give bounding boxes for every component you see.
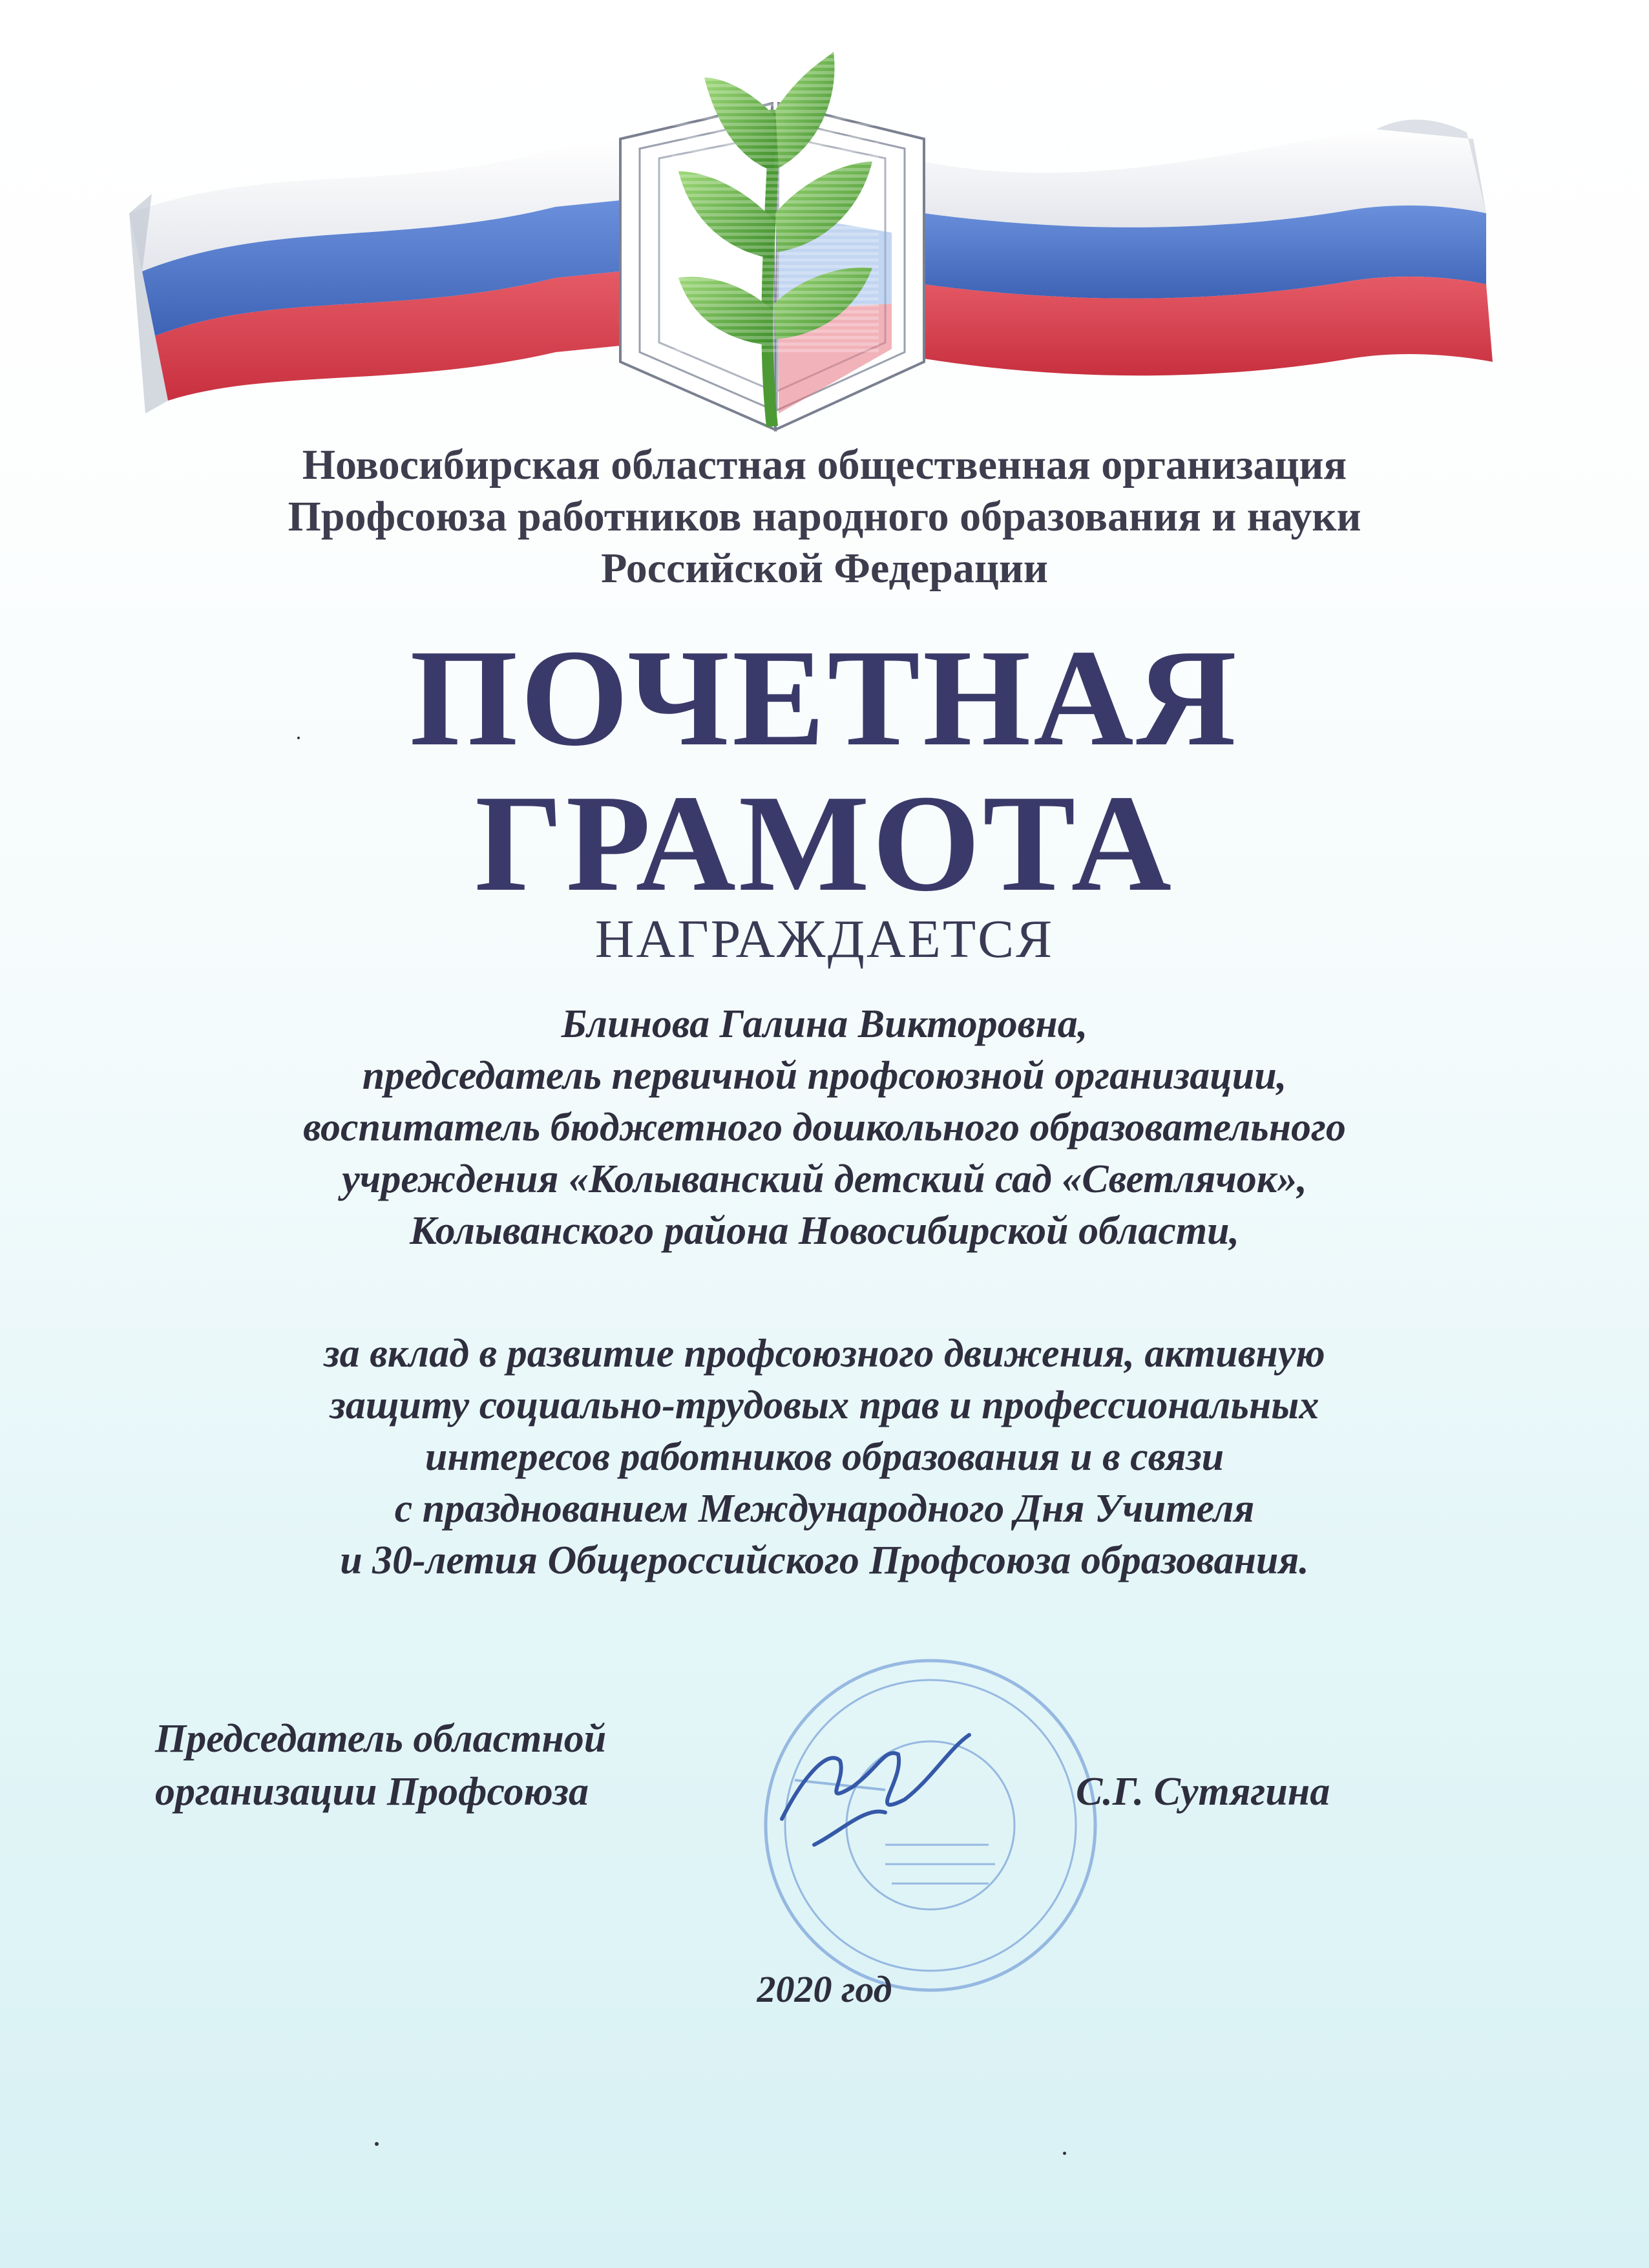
awarded-label: НАГРАЖДАЕТСЯ bbox=[594, 909, 1055, 969]
reason-line-5: и 30-летия Общероссийского Профсоюза образования. bbox=[340, 1538, 1309, 1582]
certificate-title-line-1: ПОЧЕТНАЯ bbox=[410, 620, 1239, 775]
certificate-year: 2020 год bbox=[757, 1968, 892, 2010]
reason-line-2: защиту социально-трудовых прав и профессиональных bbox=[330, 1383, 1319, 1427]
recipient-region: Колыванского района Новосибирской области, bbox=[409, 1209, 1240, 1253]
official-stamp bbox=[756, 1651, 1105, 2000]
scan-speck bbox=[375, 2142, 379, 2146]
reason-line-3: интересов работников образования и в связи bbox=[425, 1435, 1224, 1479]
flag-left bbox=[129, 139, 620, 414]
recipient-name: Блинова Галина Викторовна, bbox=[561, 1002, 1088, 1046]
signer-title-line-1: Председатель областной bbox=[155, 1717, 607, 1761]
organization-header bbox=[0, 439, 1649, 594]
flag-right bbox=[924, 120, 1493, 375]
recipient-position: председатель первичной профсоюзной организации, bbox=[362, 1054, 1287, 1098]
signer-title-line-2: организации Профсоюза bbox=[155, 1770, 589, 1814]
recipient-block bbox=[0, 998, 1649, 1257]
organization-line-1: Новосибирская областная общественная организация bbox=[302, 441, 1347, 488]
scan-speck bbox=[1063, 2152, 1066, 2155]
reason-line-1: за вклад в развитие профсоюзного движения, активную bbox=[324, 1332, 1325, 1376]
award-reason bbox=[0, 1328, 1649, 1586]
organization-line-2: Профсоюза работников народного образования и науки bbox=[288, 493, 1361, 540]
signer-name: С.Г. Сутягина bbox=[1076, 1770, 1330, 1814]
scan-speck bbox=[297, 737, 300, 739]
organization-line-3: Российской Федерации bbox=[601, 545, 1048, 592]
signer-title bbox=[155, 1712, 606, 1818]
reason-line-4: с празднованием Международного Дня Учителя bbox=[394, 1487, 1255, 1531]
certificate-title-line-2: ГРАМОТА bbox=[474, 766, 1174, 920]
recipient-job-line-1: воспитатель бюджетного дошкольного образовательного bbox=[303, 1106, 1346, 1150]
union-emblem bbox=[0, 0, 1649, 465]
recipient-job-line-2: учреждения «Колыванский детский сад «Светлячок», bbox=[342, 1157, 1307, 1201]
